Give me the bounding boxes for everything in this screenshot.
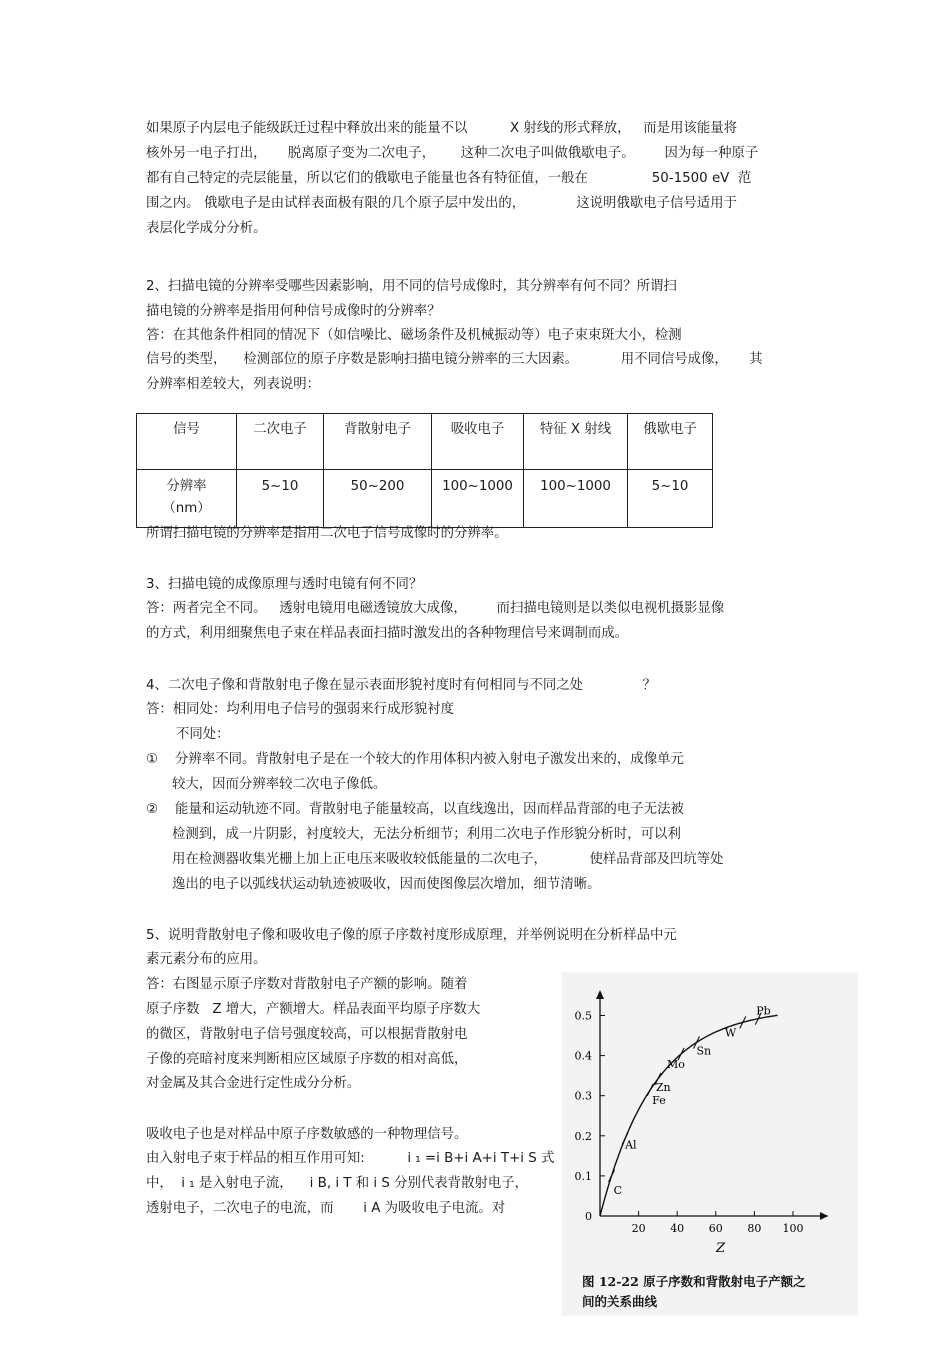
table-header-cell: 特征 X 射线 [524, 414, 628, 470]
q4-item2-line-3: 用在检测器收集光栅上加上正电压来吸收较低能量的二次电子， 使样品背部及凹坑等处 [172, 852, 724, 867]
x-axis-arrow [820, 1212, 828, 1220]
y-tick-label: 0.5 [574, 1009, 592, 1023]
q5-bse-line-4: 子像的亮暗衬度来判断相应区域原子序数的相对高低， [146, 1052, 468, 1067]
element-label-al: Al [625, 1138, 637, 1152]
table-cell: 5~10 [237, 470, 324, 528]
q4-diff-label: 不同处： [176, 727, 230, 742]
table-header-cell: 背散射电子 [324, 414, 432, 470]
table-cell: 5~10 [628, 470, 713, 528]
backscatter-yield-figure [562, 972, 858, 1316]
table-cell: 100~1000 [432, 470, 524, 528]
element-label-pb: Pb [756, 1004, 771, 1018]
q2-answer-line-1: 答：在其他条件相同的情况下（如信噪比、磁场条件及机械振动等）电子束束斑大小，检测 [146, 328, 682, 343]
y-tick-label: 0.3 [574, 1089, 592, 1103]
element-markers [609, 1005, 771, 1197]
y-tick-label: 0.2 [574, 1129, 592, 1143]
q4-item1-line-1: ① 分辨率不同。背散射电子是在一个较大的作用体积内被入射电子激发出来的，成像单元 [146, 752, 684, 767]
table-cell: 50~200 [324, 470, 432, 528]
q3-answer-line-2: 的方式，利用细聚焦电子束在样品表面扫描时激发出的各种物理信号来调制而成。 [146, 626, 629, 641]
resolution-table [136, 413, 713, 528]
q4-question: 4、二次电子像和背散射电子像在显示表面形貌衬度时有何相同与不同之处 ？ [146, 678, 656, 693]
x-tick-label: 80 [747, 1222, 762, 1235]
q5-bse-line-5: 对金属及其合金进行定性成分分析。 [146, 1076, 361, 1091]
q5-bse-line-3: 的微区，背散射电子信号强度较高，可以根据背散射电 [146, 1027, 468, 1042]
row-label-line-2: （nm） [162, 501, 211, 516]
intro-line-4: 围之内。 俄歇电子是由试样表面极有限的几个原子层中发出的， 这说明俄歇电子信号适用于 [146, 196, 737, 211]
q5-abs-line-1: 吸收电子也是对样品中原子序数敏感的一种物理信号。 [146, 1127, 468, 1142]
q5-bse-line-2: 原子序数 Z 增大，产额增大。样品表面平均原子序数大 [146, 1002, 481, 1017]
figure-caption [582, 1272, 852, 1312]
x-tick-label: 20 [631, 1222, 646, 1235]
element-label-sn: Sn [696, 1044, 712, 1058]
element-label-w: W [724, 1026, 737, 1040]
table-cell: 100~1000 [524, 470, 628, 528]
intro-line-3: 都有自己特定的壳层能量，所以它们的俄歇电子能量也各有特征值，一般在 50-1500 eV 范 [146, 171, 752, 186]
x-tick-label: 100 [782, 1222, 804, 1235]
x-tick-label: 60 [708, 1222, 723, 1235]
q5-abs-line-2: 由入射电子束于样品的相互作用可知: i ₁ =i B+i A+i T+i S 式 [146, 1151, 555, 1166]
table-header-cell: 俄歇电子 [628, 414, 713, 470]
q4-item2-line-1: ② 能量和运动轨迹不同。背散射电子能量较高，以直线逸出，因而样品背部的电子无法被 [146, 802, 684, 817]
table-header-cell: 吸收电子 [432, 414, 524, 470]
x-axis-label: Z [716, 1241, 726, 1256]
intro-line-5: 表层化学成分分析。 [146, 221, 267, 236]
q2-conclusion: 所谓扫描电镜的分辨率是指用二次电子信号成像时的分辨率。 [146, 526, 508, 541]
row-label-line-1: 分辨率 [166, 479, 207, 494]
element-label-mo: Mo [667, 1058, 685, 1072]
q5-bse-line-1: 答：右图显示原子序数对背散射电子产额的影响。随着 [146, 977, 468, 992]
q3-question: 3、扫描电镜的成像原理与透时电镜有何不同？ [146, 577, 423, 592]
element-label-c: C [613, 1183, 623, 1197]
element-label-zn: Zn [655, 1080, 671, 1094]
q2-question-line-2: 描电镜的分辨率是指用何种信号成像时的分辨率？ [146, 304, 441, 319]
q5-question-line-2: 素元素分布的应用。 [146, 952, 267, 967]
table-row [137, 470, 713, 528]
y-tick-label: 0.4 [574, 1049, 592, 1063]
intro-line-1: 如果原子内层电子能级跃迁过程中释放出来的能量不以 X 射线的形式释放， 而是用该能量将 [146, 121, 737, 136]
yield-curve-plot [562, 972, 858, 1272]
intro-line-2: 核外另一电子打出， 脱离原子变为二次电子， 这种二次电子叫做俄歇电子。 因为每一种原子 [146, 146, 759, 161]
x-ticks [632, 1211, 804, 1235]
element-tick-c [609, 1170, 615, 1182]
q2-answer-line-3: 分辨率相差较大，列表说明： [146, 377, 321, 392]
q4-answer-same: 答：相同处：均利用电子信号的强弱来行成形貌衬度 [146, 702, 454, 717]
y-tick-label: 0 [585, 1210, 592, 1223]
table-header-cell: 信号 [137, 414, 237, 470]
q4-item2-line-4: 逸出的电子以弧线状运动轨迹被吸收，因而使图像层次增加，细节清晰。 [172, 877, 601, 892]
y-axis-arrow [596, 990, 604, 999]
x-tick-label: 40 [670, 1222, 685, 1235]
y-tick-label: 0.1 [574, 1169, 592, 1183]
q4-item2-line-2: 检测到，成一片阴影，衬度较大，无法分析细节；利用二次电子作形貌分析时，可以利 [172, 827, 681, 842]
q3-answer-line-1: 答：两者完全不同。 透射电镜用电磁透镜放大成像， 而扫描电镜则是以类似电视机摄影显像 [146, 601, 725, 616]
q2-question-line-1: 2、扫描电镜的分辨率受哪些因素影响，用不同的信号成像时，其分辨率有何不同？所谓扫 [146, 279, 677, 294]
q5-abs-line-4: 透射电子，二次电子的电流，而 i A 为吸收电子电流。对 [146, 1201, 506, 1216]
table-row-label [137, 470, 237, 528]
element-label-fe: Fe [652, 1093, 666, 1107]
q5-question-line-1: 5、说明背散射电子像和吸收电子像的原子序数衬度形成原理，并举例说明在分析样品中元 [146, 928, 677, 943]
table-header-cell: 二次电子 [237, 414, 324, 470]
q5-abs-line-3: 中， i ₁ 是入射电子流， i B, i T 和 i S 分别代表背散射电子， [146, 1176, 529, 1191]
caption-line-1: 图 12-22 原子序数和背散射电子产额之 [582, 1274, 806, 1289]
caption-line-2: 间的关系曲线 [582, 1294, 658, 1309]
table-header-row [137, 414, 713, 470]
yield-curve [600, 1015, 778, 1216]
q2-answer-line-2: 信号的类型， 检测部位的原子序数是影响扫描电镜分辨率的三大因素。 用不同信号成像， 其 [146, 352, 763, 367]
q4-item1-line-2: 较大，因而分辨率较二次电子像低。 [172, 777, 387, 792]
